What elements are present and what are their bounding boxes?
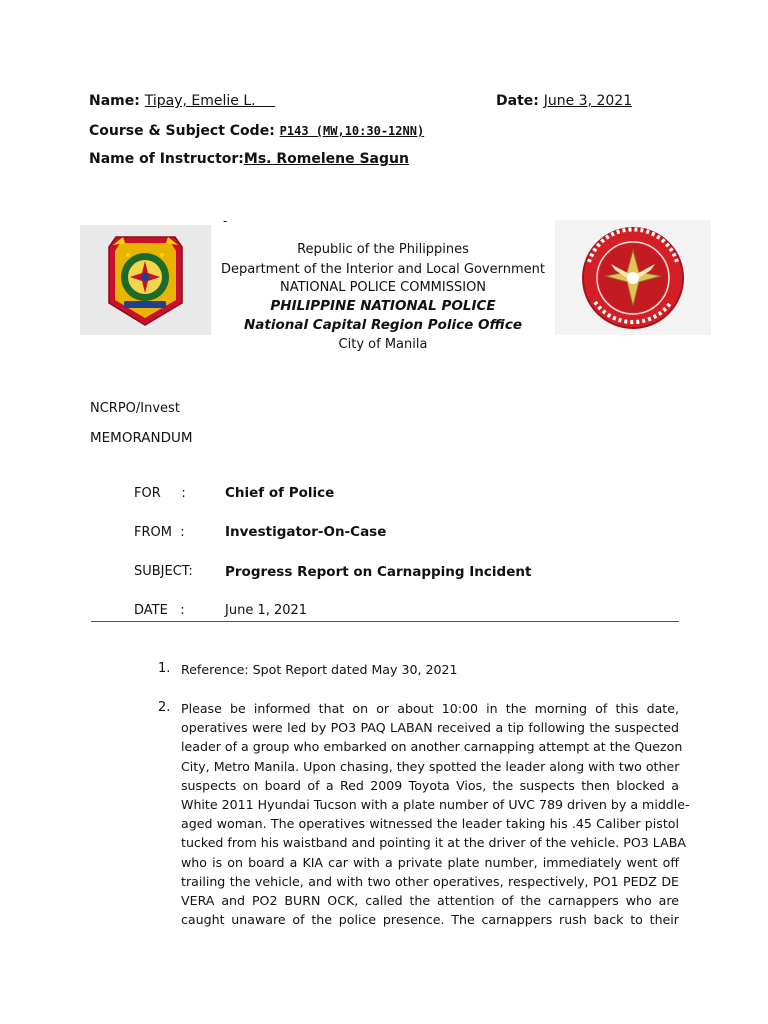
item-1-text <box>181 660 679 679</box>
ncr-seal-icon <box>555 220 711 335</box>
item-2-text <box>181 699 690 929</box>
letterhead-line-1: Republic of the Philippines <box>297 242 469 257</box>
field-subject-label: SUBJECT: <box>134 564 193 579</box>
memo-title: MEMORANDUM <box>90 430 193 446</box>
pnp-seal-icon <box>80 225 211 335</box>
course-line <box>89 123 424 139</box>
item-2-number: 2. <box>158 700 171 715</box>
name-underline <box>256 93 276 109</box>
divider-rule <box>91 621 679 622</box>
course-value: P143 (MW,10:30-12NN) <box>279 124 425 138</box>
item-2-line: aged woman. The operatives witnessed the leader taking his .45 Caliber pistol <box>181 816 679 832</box>
instructor-line <box>89 151 409 167</box>
pnp-logo <box>80 225 211 335</box>
instructor-label: Name of Instructor: <box>89 151 244 167</box>
field-for-label: FOR : <box>134 486 186 501</box>
field-subject-value: Progress Report on Carnapping Incident <box>225 564 532 580</box>
item-2-line: Please be informed that on or about 10:00 in the morning of this date, <box>181 701 679 716</box>
item-2-line: White 2011 Hyundai Tucson with a plate number of UVC 789 driven by a middle- <box>181 797 690 813</box>
field-date-label: DATE : <box>134 603 185 618</box>
date-value: June 3, 2021 <box>543 93 633 109</box>
letterhead-line-2: Department of the Interior and Local Government <box>221 262 545 277</box>
letterhead-line-6: City of Manila <box>338 337 428 352</box>
item-2-line: leader of a group who embarked on another carnapping attempt at the Quezon <box>181 739 683 755</box>
ncr-logo <box>555 220 711 335</box>
item-2-line: who is on board a KIA car with a private plate number, immediately went off <box>181 854 679 870</box>
item-2-line: suspects on board of a Red 2009 Toyota Vios, the suspects then blocked a <box>181 777 679 793</box>
instructor-value: Ms. Romelene Sagun <box>243 151 409 167</box>
item-2-line: tucked from his waistband and pointing it at the driver of the vehicle. PO3 LABA <box>181 835 686 851</box>
memo-ref-code: NCRPO/Invest <box>90 401 180 416</box>
item-1-paragraph: Reference: Spot Report dated May 30, 2021 <box>181 662 458 677</box>
course-label: Course & Subject Code: <box>89 123 275 139</box>
item-2-line: trailing the vehicle, and with two other operatives, respectively, PO1 PEDZ DE <box>181 873 679 889</box>
letterhead-line-3: NATIONAL POLICE COMMISSION <box>279 280 487 295</box>
item-2-line: caught unaware of the police presence. The carnappers rush back to their <box>181 912 679 928</box>
date-line <box>496 93 632 109</box>
name-line <box>89 93 275 109</box>
date-label: Date: <box>496 93 539 109</box>
stray-mark: - <box>223 214 228 228</box>
field-date-value: June 1, 2021 <box>225 603 308 618</box>
item-1-number: 1. <box>158 661 171 676</box>
field-from-value: Investigator-On-Case <box>225 524 387 540</box>
name-value: Tipay, Emelie L. <box>144 93 256 109</box>
item-2-line: City, Metro Manila. Upon chasing, they spotted the leader along with two other <box>181 758 680 774</box>
letterhead-line-5: National Capital Region Police Office <box>243 317 523 333</box>
name-label: Name: <box>89 93 140 109</box>
item-2-line: VERA and PO2 BURN OCK, called the attention of the carnappers who are <box>181 893 679 909</box>
letterhead-line-4: PHILIPPINE NATIONAL POLICE <box>270 298 496 314</box>
field-from-label: FROM : <box>134 525 185 540</box>
item-2-line: operatives were led by PO3 PAQ LABAN received a tip following the suspected <box>181 720 679 736</box>
field-for-value: Chief of Police <box>225 485 335 501</box>
